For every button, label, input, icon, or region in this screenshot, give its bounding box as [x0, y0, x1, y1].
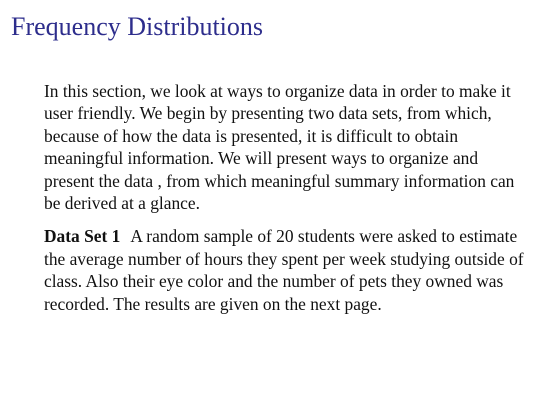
- intro-paragraph: In this section, we look at ways to organize data in order to make it user friendly. We begin by presenting two data sets, from which, because of how the data is presented, it is difficult to obtain meaningful information. We will present ways to organize and present the data , from which meaningful summary information can be derived at a glance.: [44, 81, 515, 214]
- slide-title: Frequency Distributions: [11, 12, 264, 41]
- data-set-text: A random sample of 20 students were asked to estimate the average number of hours they spent per week studying outside of class. Also their eye color and the number of pets they owned was recorded. The results are given on the next page.: [44, 226, 524, 314]
- data-set-paragraph: [44, 225, 524, 315]
- slide-body: [44, 80, 524, 315]
- data-set-label: Data Set 1: [44, 226, 121, 247]
